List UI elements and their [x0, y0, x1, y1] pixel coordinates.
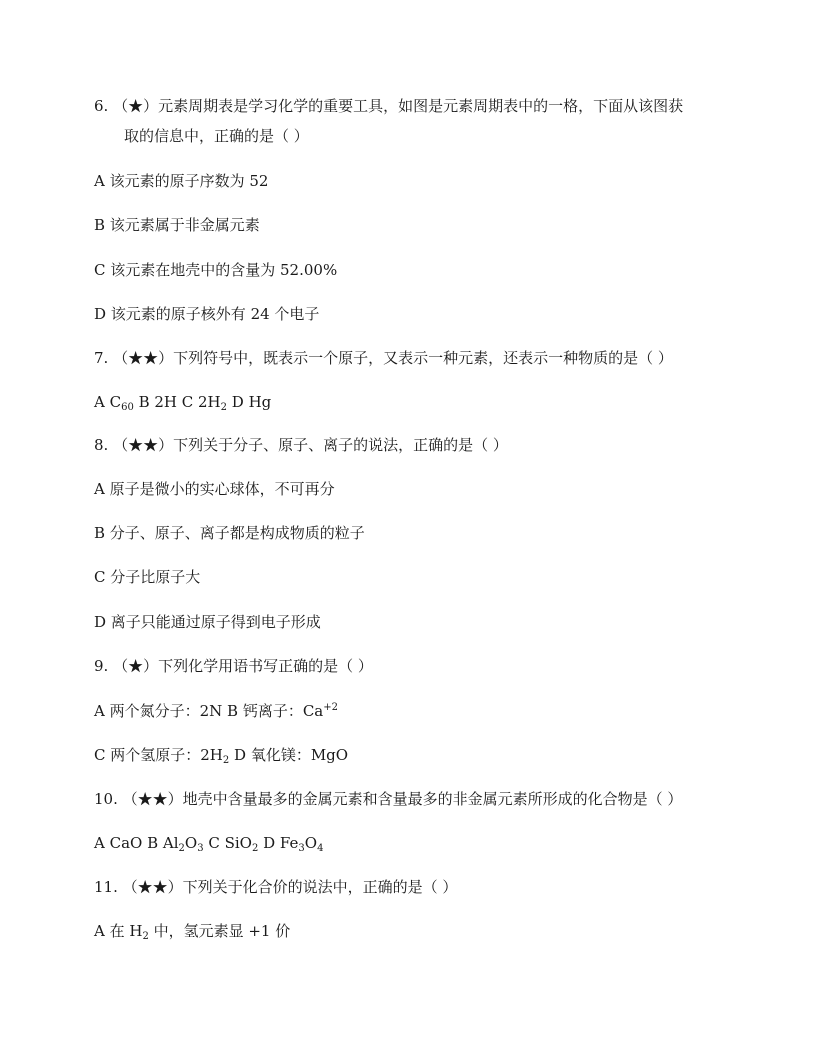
l-q9-options-ab [94, 701, 338, 721]
text-segment: A 在 H [94, 922, 143, 940]
l-q8-option-b [94, 523, 365, 543]
text-segment: O [304, 834, 318, 852]
text-segment: 9. （★）下列化学用语书写正确的是（ ） [94, 657, 373, 675]
text-segment: C 两个氢原子：2H [94, 746, 223, 764]
text-segment: C 该元素在地壳中的含量为 52.00% [94, 261, 338, 279]
text-segment: 6. （★）元素周期表是学习化学的重要工具，如图是元素周期表中的一格，下面从该图获 [94, 97, 684, 115]
l-q6-stem-1 [94, 96, 683, 116]
l-q11-option-a [94, 921, 290, 941]
text-segment: B 该元素属于非金属元素 [94, 216, 260, 234]
text-segment: A 两个氮分子：2N B 钙离子：Ca [94, 702, 324, 720]
l-q8-option-d [94, 612, 321, 632]
l-q10-stem [94, 789, 682, 809]
text-segment: C 分子比原子大 [94, 568, 201, 586]
text-segment: 60 [121, 402, 134, 413]
text-segment: D Hg [227, 393, 272, 411]
l-q6-option-d [94, 304, 319, 324]
text-segment: B 2H C 2H [133, 393, 221, 411]
l-q6-option-c [94, 260, 337, 280]
text-segment: 7. （★★）下列符号中，既表示一个原子，又表示一种元素，还表示一种物质的是（ ） [94, 349, 673, 367]
l-q7-stem [94, 348, 673, 368]
l-q6-stem-2 [124, 126, 309, 146]
text-segment: 2 [142, 931, 149, 942]
l-q11-stem [94, 877, 457, 897]
text-segment: O [184, 834, 198, 852]
l-q9-stem [94, 656, 373, 676]
l-q6-option-b [94, 215, 260, 235]
text-segment: A 原子是微小的实心球体，不可再分 [94, 480, 335, 498]
text-segment: A C [94, 393, 122, 411]
text-segment: D Fe [258, 834, 299, 852]
text-segment: 11. （★★）下列关于化合价的说法中，正确的是（ ） [94, 878, 458, 896]
text-segment: D 该元素的原子核外有 24 个电子 [94, 305, 320, 323]
text-segment: 3 [298, 843, 305, 854]
text-segment: 4 [317, 843, 324, 854]
text-segment: A CaO B Al [94, 834, 179, 852]
text-segment: 2 [178, 843, 185, 854]
text-segment: A 该元素的原子序数为 52 [94, 172, 269, 190]
l-q8-option-c [94, 567, 200, 587]
text-segment: 2 [220, 402, 228, 413]
text-segment: D 离子只能通过原子得到电子形成 [94, 613, 321, 631]
l-q9-options-cd [94, 745, 348, 765]
l-q8-option-a [94, 479, 335, 499]
l-q6-option-a [94, 171, 268, 191]
text-segment: B 分子、原子、离子都是构成物质的粒子 [94, 524, 365, 542]
text-segment: D 氧化镁：MgO [229, 746, 349, 764]
text-segment: 10. （★★）地壳中含量最多的金属元素和含量最多的非金属元素所形成的化合物是（ ） [94, 790, 683, 808]
l-q10-options [94, 833, 323, 853]
text-segment: 取的信息中，正确的是（ ） [124, 127, 309, 145]
text-segment: 8. （★★）下列关于分子、原子、离子的说法，正确的是（ ） [94, 436, 508, 454]
text-segment: C SiO [203, 834, 252, 852]
l-q8-stem [94, 435, 508, 455]
text-segment: 3 [197, 843, 204, 854]
text-segment: 2 [222, 755, 230, 766]
l-q7-options [94, 392, 271, 412]
text-segment: 2 [251, 843, 259, 854]
text-segment: 中，氢元素显 +1 价 [148, 922, 291, 940]
text-segment: +2 [323, 702, 338, 713]
